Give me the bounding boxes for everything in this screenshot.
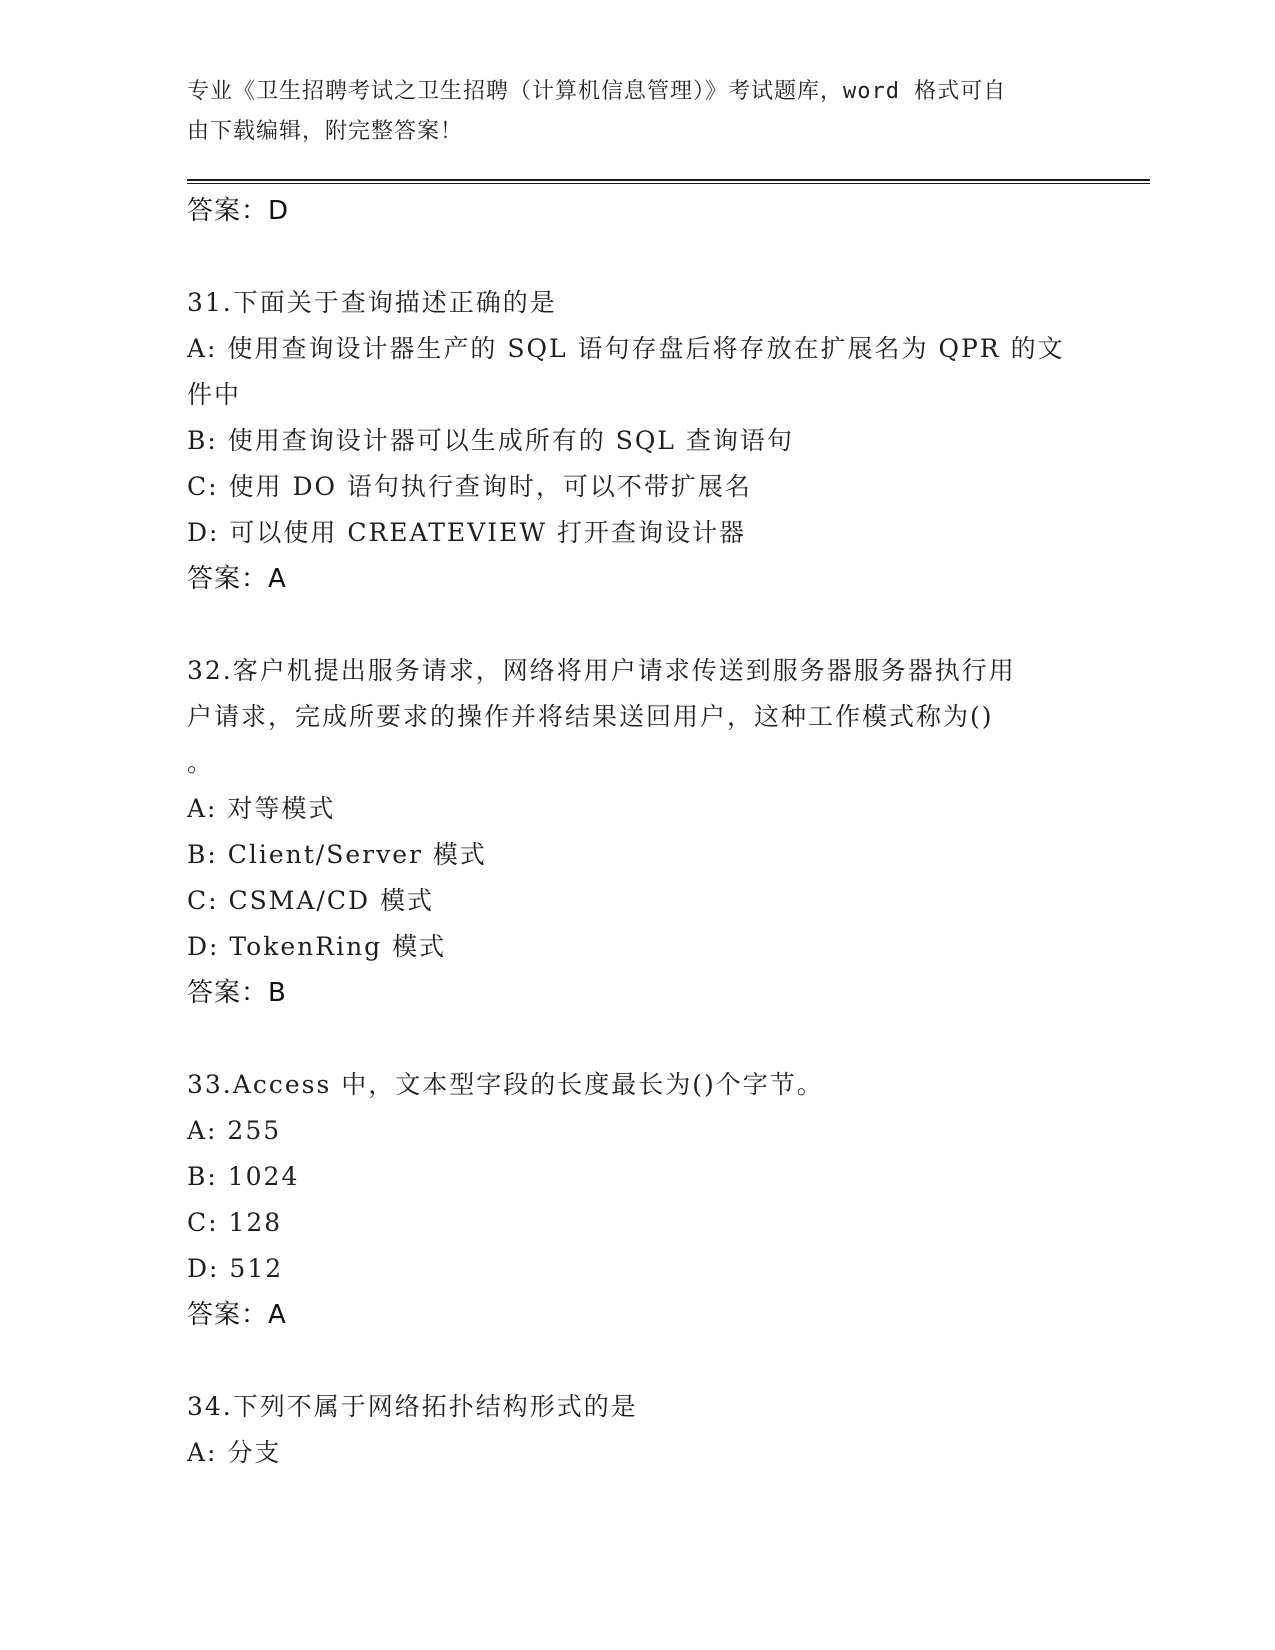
- option-b: B: Client/Server 模式: [187, 840, 487, 869]
- option-d: D: 512: [187, 1254, 284, 1283]
- question-text: 33.Access 中，文本型字段的长度最长为()个字节。: [187, 1070, 824, 1099]
- option-d: D: 可以使用 CREATEVIEW 打开查询设计器: [187, 518, 746, 547]
- question-text: 31.下面关于查询描述正确的是: [187, 288, 557, 317]
- option-b: B: 使用查询设计器可以生成所有的 SQL 查询语句: [187, 426, 794, 455]
- answer-line: 答案：A: [187, 1300, 287, 1330]
- option-c: C: 使用 DO 语句执行查询时，可以不带扩展名: [187, 472, 752, 501]
- option-b: B: 1024: [187, 1162, 300, 1191]
- question-text: 32.客户机提出服务请求，网络将用户请求传送到服务器服务器执行用: [187, 656, 1016, 685]
- option-a: A: 对等模式: [187, 794, 336, 823]
- question-text-continued: 户请求，完成所要求的操作并将结果送回用户，这种工作模式称为(): [187, 702, 994, 731]
- answer-line: 答案：A: [187, 564, 287, 594]
- question-block-33: [187, 1062, 1087, 1338]
- spacer: [187, 602, 1087, 648]
- header-divider-thin: [187, 183, 1150, 184]
- header-divider-thick: [187, 179, 1150, 181]
- option-a-continued: 件中: [187, 380, 242, 409]
- option-a: A: 分支: [187, 1438, 282, 1467]
- option-c: C: 128: [187, 1208, 283, 1237]
- question-block-34: [187, 1384, 1087, 1476]
- option-d: D: TokenRing 模式: [187, 932, 447, 961]
- document-header: [187, 72, 1067, 152]
- spacer: [187, 234, 1087, 280]
- answer-line: 答案：B: [187, 978, 287, 1008]
- answer-line: 答案：D: [187, 196, 290, 226]
- option-a: A: 使用查询设计器生产的 SQL 语句存盘后将存放在扩展名为 QPR 的文: [187, 334, 1065, 363]
- question-block-31: [187, 280, 1087, 602]
- question-text: 34.下列不属于网络拓扑结构形式的是: [187, 1392, 638, 1421]
- option-c: C: CSMA/CD 模式: [187, 886, 434, 915]
- header-line-2: 由下载编辑，附完整答案！: [187, 119, 464, 144]
- question-list: [187, 188, 1087, 1476]
- option-a: A: 255: [187, 1116, 282, 1145]
- question-text-end: 。: [187, 748, 215, 777]
- spacer: [187, 1338, 1087, 1384]
- question-block-32: [187, 648, 1087, 1016]
- spacer: [187, 1016, 1087, 1062]
- header-line-1: 专业《卫生招聘考试之卫生招聘（计算机信息管理）》考试题库，word 格式可自: [187, 79, 1007, 104]
